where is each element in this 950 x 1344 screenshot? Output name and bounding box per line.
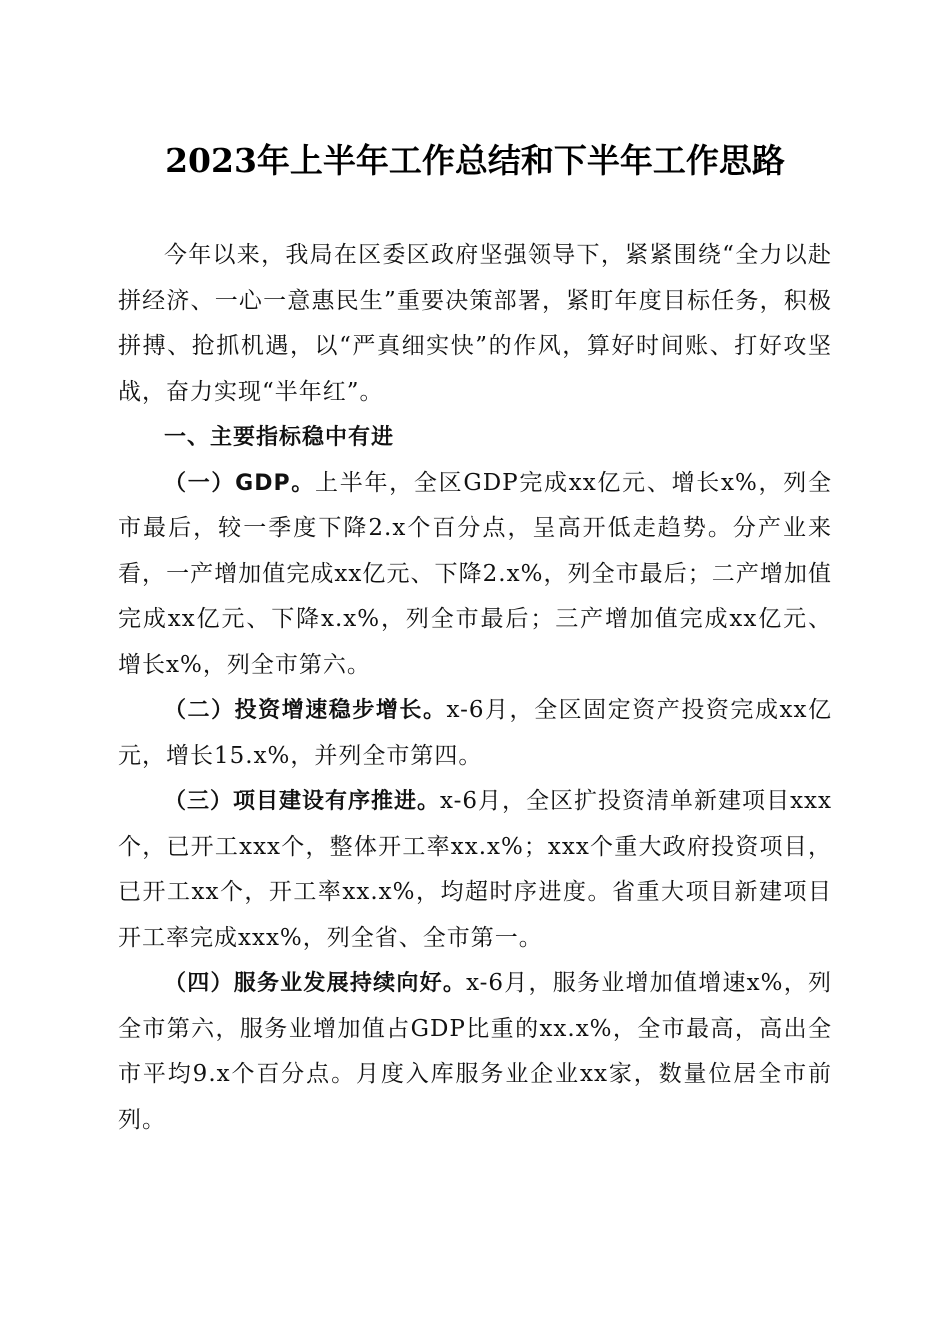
item-text-2: x-6月，全区固定资产投资完成xx亿元，增长15.x%，并列全市第四。 — [118, 697, 832, 769]
item-text-1: 上半年，全区GDP完成xx亿元、增长x%，列全市最后，较一季度下降2.x个百分点，呈高开低走趋势。分产业来看，一产增加值完成xx亿元、下降2.x%，列全市最后；二产增加值完成xx亿元、下降x.x%，列全市最后；三产增加值完成xx亿元、增长x%，列全市第六。 — [118, 469, 832, 678]
item-lead-3: （三）项目建设有序推进。 — [164, 789, 441, 814]
section-heading: 一、主要指标稳中有进 — [164, 425, 395, 450]
item-paragraph-3 — [118, 779, 832, 961]
intro-paragraph: 今年以来，我局在区委区政府坚强领导下，紧紧围绕“全力以赴拼经济、一心一意惠民生”重要决策部署，紧盯年度目标任务，积极拼搏、抢抓机遇，以“严真细实快”的作风，算好时间账、打好攻坚战，奋力实现“半年红”。 — [118, 242, 832, 405]
item-text-3: x-6月，全区扩投资清单新建项目xxx个，已开工xxx个，整体开工率xx.x%；xxx个重大政府投资项目，已开工xx个，开工率xx.x%，均超时序进度。省重大项目新建项目开工率完成xxx%，列全省、全市第一。 — [118, 788, 832, 951]
item-paragraph-2 — [118, 688, 832, 779]
item-text-4: x-6月，服务业增加值增速x%，列全市第六，服务业增加值占GDP比重的xx.x%，全市最高，高出全市平均9.x个百分点。月度入库服务业企业xx家，数量位居全市前列。 — [118, 970, 832, 1133]
document-body — [118, 233, 832, 1143]
item-paragraph-1 — [118, 461, 832, 689]
item-lead-1: （一）GDP。 — [164, 470, 316, 496]
item-lead-4: （四）服务业发展持续向好。 — [164, 971, 467, 996]
item-paragraph-4 — [118, 961, 832, 1143]
document-title: 2023年上半年工作总结和下半年工作思路 — [165, 141, 785, 180]
item-lead-2: （二）投资增速稳步增长。 — [164, 698, 447, 723]
